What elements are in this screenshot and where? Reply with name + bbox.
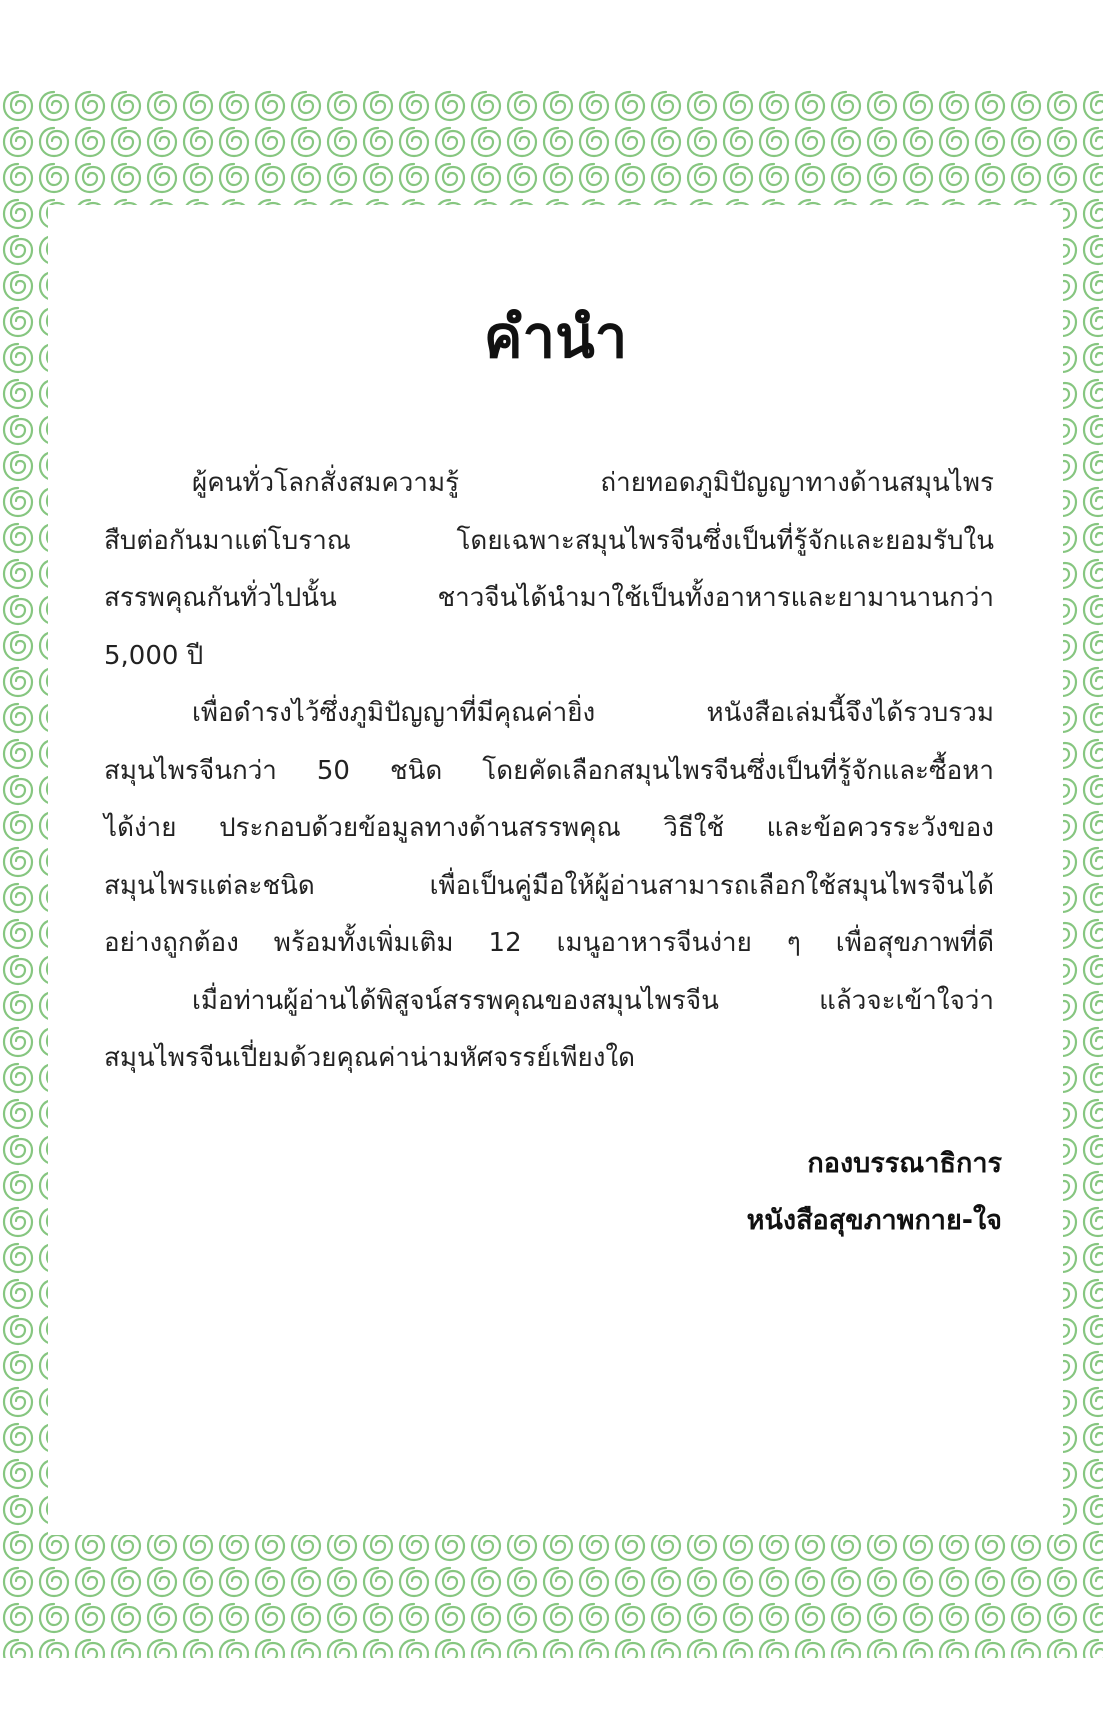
signature-line-1: กองบรรณาธิการ <box>807 1148 1002 1179</box>
paragraph-2-line-4: สมุนไพรแต่ละชนิด เพื่อเป็นคู่มือให้ผู้อ่านสามารถเลือกใช้สมุนไพรจีนได้ <box>104 870 994 901</box>
paragraph-1-line-2: สืบต่อกันมาแต่โบราณ โดยเฉพาะสมุนไพรจีนซึ่งเป็นที่รู้จักและยอมรับใน <box>104 525 994 556</box>
paragraph-1-line-3: สรรพคุณกันทั่วไปนั้น ชาวจีนได้นำมาใช้เป็นทั้งอาหารและยามานานกว่า <box>104 583 994 613</box>
paragraph-1-line-4: 5,000 ปี <box>104 640 204 671</box>
paragraph-1-line-1: ผู้คนทั่วโลกสั่งสมความรู้ ถ่ายทอดภูมิปัญญาทางด้านสมุนไพร <box>192 468 994 498</box>
paragraph-2-line-1: เพื่อดำรงไว้ซึ่งภูมิปัญญาที่มีคุณค่ายิ่ง หนังสือเล่มนี้จึงได้รวบรวม <box>192 698 994 728</box>
paragraph-2-line-3: ได้ง่าย ประกอบด้วยข้อมูลทางด้านสรรพคุณ วิธีใช้ และข้อควรระวังของ <box>104 813 994 843</box>
foreword-body <box>104 455 994 1088</box>
content-area <box>48 205 1063 1535</box>
paragraph-2-line-5: อย่างถูกต้อง พร้อมทั้งเพิ่มเติม 12 เมนูอาหารจีนง่าย ๆ เพื่อสุขภาพที่ดี <box>104 928 994 958</box>
paragraph-2-line-2: สมุนไพรจีนกว่า 50 ชนิด โดยคัดเลือกสมุนไพรจีนซึ่งเป็นที่รู้จักและซื้อหา <box>104 755 994 786</box>
page-title: คำนำ <box>483 303 628 371</box>
signature-block <box>747 1135 1002 1249</box>
paragraph-3-line-1: เมื่อท่านผู้อ่านได้พิสูจน์สรรพคุณของสมุนไพรจีน แล้วจะเข้าใจว่า <box>192 985 994 1016</box>
signature-line-2: หนังสือสุขภาพกาย-ใจ <box>746 1205 1002 1236</box>
paragraph-3-line-2: สมุนไพรจีนเปี่ยมด้วยคุณค่าน่ามหัศจรรย์เพียงใด <box>104 1043 636 1073</box>
